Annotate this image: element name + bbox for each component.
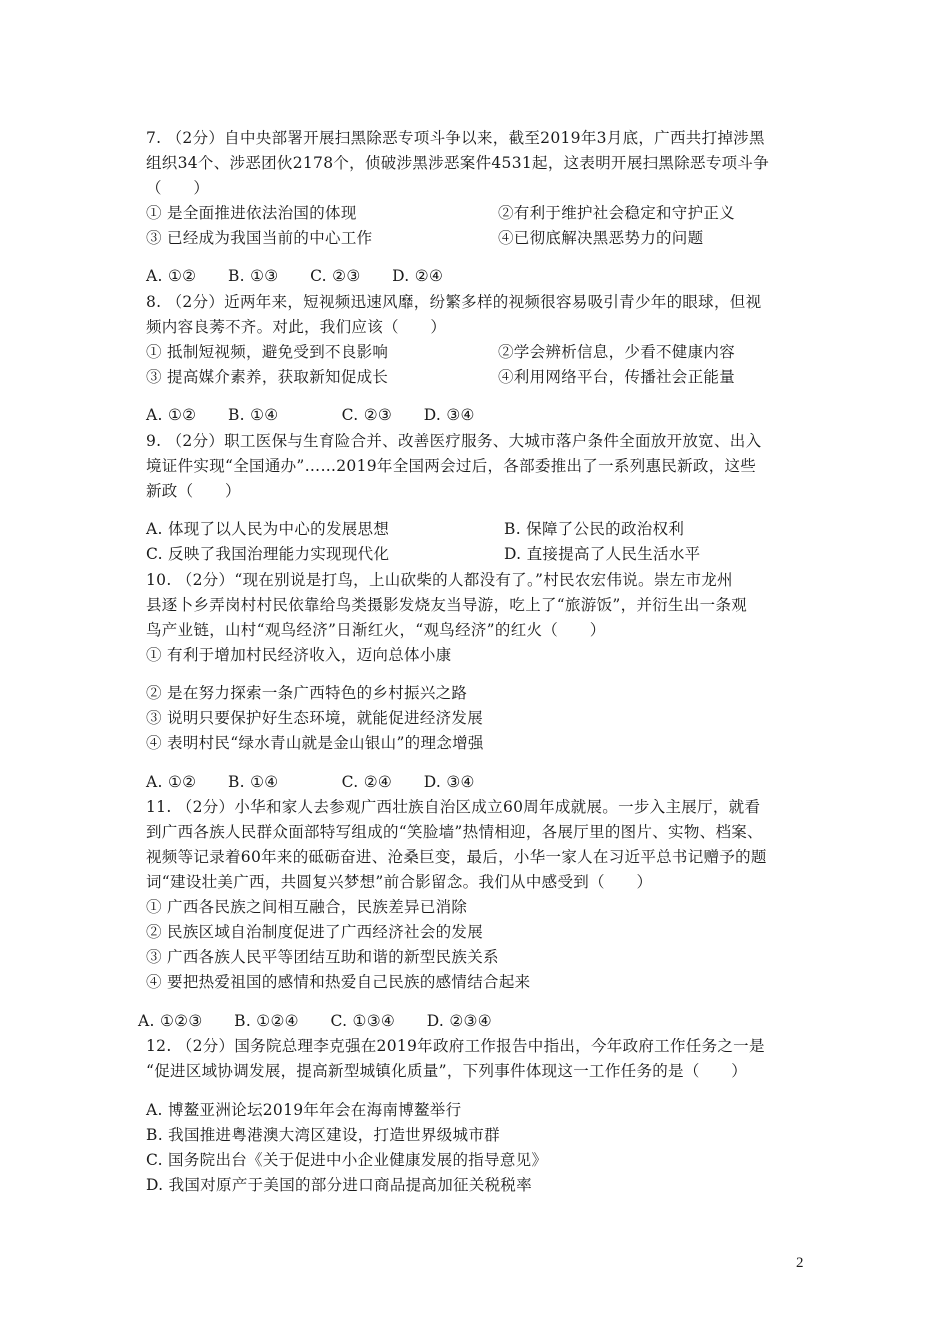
q11-stem-line-2: 到广西各族人民群众面部特写组成的“笑脸墙”热情相迎，各展厅里的图片、实物、档案、	[146, 823, 763, 841]
q11-options: A. ①②③ B. ①②④ C. ①③④ D. ②③④	[138, 1012, 492, 1030]
q12-choice-a: A. 博鳌亚洲论坛2019年年会在海南博鳌举行	[146, 1101, 462, 1119]
q7-statement-4: ④已彻底解决黑恶势力的问题	[498, 229, 704, 247]
q12-stem-line-1: 12. （2分）国务院总理李克强在2019年政府工作报告中指出，今年政府工作任务之一是	[146, 1037, 765, 1055]
q10-options: A. ①② B. ①④ C. ②④ D. ③④	[146, 773, 475, 791]
q8-stem-line-2: 频内容良莠不齐。对此，我们应该（ ）	[146, 318, 447, 336]
q9-choice-d: D. 直接提高了人民生活水平	[504, 545, 701, 563]
q10-stem-line-3: 鸟产业链，山村“观鸟经济”日渐红火，“观鸟经济”的红火（ ）	[146, 621, 606, 639]
page-number: 2	[796, 1255, 804, 1271]
q9-choice-c: C. 反映了我国治理能力实现现代化	[146, 545, 390, 563]
q9-choice-b: B. 保障了公民的政治权利	[504, 520, 685, 538]
q12-choice-d: D. 我国对原产于美国的部分进口商品提高加征关税税率	[146, 1176, 533, 1194]
q7-stem-line-3: （ ）	[146, 179, 210, 197]
q8-stem-line-1: 8. （2分）近两年来，短视频迅速风靡，纷繁多样的视频很容易吸引青少年的眼球，但视	[146, 293, 762, 311]
q12-choice-c: C. 国务院出台《关于促进中小企业健康发展的指导意见》	[146, 1151, 548, 1169]
q11-stem-line-3: 视频等记录着60年来的砥砺奋进、沧桑巨变，最后，小华一家人在习近平总书记赠予的题	[146, 848, 767, 866]
q7-options: A. ①② B. ①③ C. ②③ D. ②④	[146, 267, 444, 285]
q9-stem-line-1: 9. （2分）职工医保与生育险合并、改善医疗服务、大城市落户条件全面放开放宽、出入	[146, 432, 762, 450]
q7-stem-line-1: 7. （2分）自中央部署开展扫黑除恶专项斗争以来，截至2019年3月底，广西共打掉涉黑	[146, 129, 765, 147]
q12-choice-b: B. 我国推进粤港澳大湾区建设，打造世界级城市群	[146, 1126, 500, 1144]
q11-statement-2: ② 民族区域自治制度促进了广西经济社会的发展	[146, 923, 484, 941]
q7-statement-3: ③ 已经成为我国当前的中心工作	[146, 229, 373, 247]
q10-stem-line-2: 县逐卜乡弄岗村村民依靠给鸟类摄影发烧友当导游，吃上了“旅游饭”，并衍生出一条观	[146, 596, 748, 614]
q10-statement-2: ② 是在努力探索一条广西特色的乡村振兴之路	[146, 684, 468, 702]
q8-options: A. ①② B. ①④ C. ②③ D. ③④	[146, 406, 475, 424]
q11-statement-3: ③ 广西各族人民平等团结互助和谐的新型民族关系	[146, 948, 499, 966]
q7-stem-line-2: 组织34个、涉恶团伙2178个，侦破涉黑涉恶案件4531起，这表明开展扫黑除恶专项斗争	[146, 154, 770, 172]
q10-statement-4: ④ 表明村民“绿水青山就是金山银山”的理念增强	[146, 734, 484, 752]
q10-statement-1: ① 有利于增加村民经济收入，迈向总体小康	[146, 646, 452, 664]
q7-statement-2: ②有利于维护社会稳定和守护正义	[498, 204, 736, 222]
q8-statement-1: ① 抵制短视频，避免受到不良影响	[146, 343, 389, 361]
q8-statement-4: ④利用网络平台，传播社会正能量	[498, 368, 736, 386]
q8-statement-2: ②学会辨析信息，少看不健康内容	[498, 343, 736, 361]
q10-statement-3: ③ 说明只要保护好生态环境，就能促进经济发展	[146, 709, 484, 727]
q10-stem-line-1: 10. （2分）“现在别说是打鸟，上山砍柴的人都没有了。”村民农宏伟说。崇左市龙州	[146, 571, 733, 589]
q11-statement-1: ① 广西各民族之间相互融合，民族差异已消除	[146, 898, 468, 916]
q9-choice-a: A. 体现了以人民为中心的发展思想	[146, 520, 390, 538]
q9-stem-line-3: 新政（ ）	[146, 482, 241, 500]
q7-statement-1: ① 是全面推进依法治国的体现	[146, 204, 357, 222]
q11-stem-line-4: 词“建设壮美广西，共圆复兴梦想”前合影留念。我们从中感受到（ ）	[146, 873, 653, 891]
q9-stem-line-2: 境证件实现“全国通办”……2019年全国两会过后，各部委推出了一系列惠民新政，这些	[146, 457, 757, 475]
q11-stem-line-1: 11. （2分）小华和家人去参观广西壮族自治区成立60周年成就展。一步入主展厅，就看	[146, 798, 761, 816]
q12-stem-line-2: “促进区域协调发展，提高新型城镇化质量”，下列事件体现这一工作任务的是（ ）	[146, 1062, 748, 1080]
q11-statement-4: ④ 要把热爱祖国的感情和热爱自己民族的感情结合起来	[146, 973, 531, 991]
q8-statement-3: ③ 提高媒介素养，获取新知促成长	[146, 368, 389, 386]
